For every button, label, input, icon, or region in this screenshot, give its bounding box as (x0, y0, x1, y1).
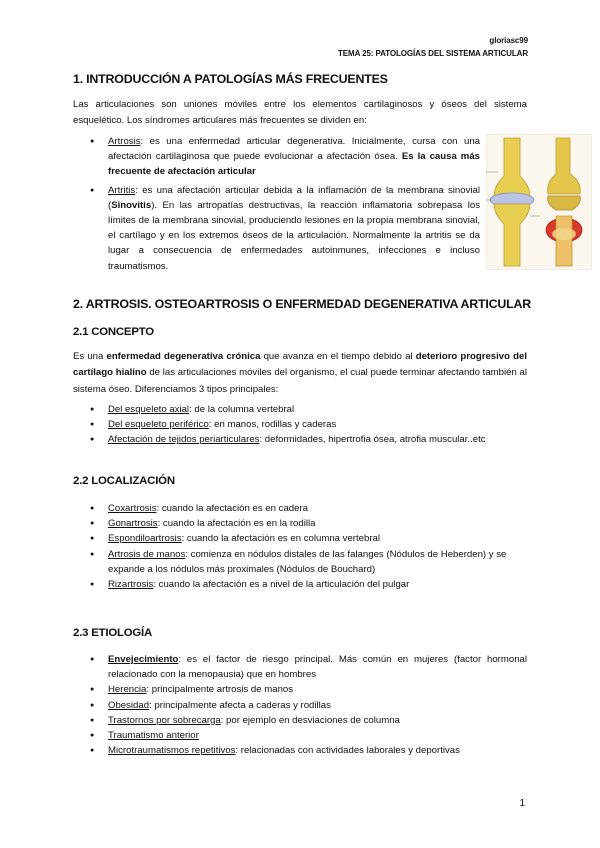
joint-illustration-icon (486, 134, 592, 270)
list-item: ● Afectación de tejidos periarticulares: deformidades, hipertrofia ósea, atrofia muscular..etc (90, 432, 530, 447)
list-item: ● Traumatismo anterior (90, 728, 527, 743)
list-item: ● Envejecimiento: es el factor de riesgo principal. Más común en mujeres (factor hormonal relacionado con la menopausia) que en hombres (90, 652, 527, 682)
sinovitis-highlight: Sinovitis (111, 199, 152, 211)
localizacion-list (90, 501, 530, 592)
list-item: ● Artrosis de manos: comienza en nódulos distales de las falanges (Nódulos de Heberden) y se expande a los nódulos más proximales (Nódulos de Bouchard) (90, 547, 530, 577)
section2-title: 2. ARTROSIS. OSTEOARTROSIS O ENFERMEDAD DEGENERATIVA ARTICULAR (73, 297, 532, 311)
list-item: ● Gonartrosis: cuando la afectación es en la rodilla (90, 516, 530, 531)
concepto-types-list (90, 402, 530, 448)
list-item-artritis: ● Artritis: es una afectación articular debida a la inflamación de la membrana sinovial (Sinovitis). En las artropatías destructivas, la reacción inflamatoria sobrepasa los límites de la membrana sinovial, produciendo lesiones en la propia membrana sinovial, el cartílago y en los extremos óseos de la articulación. Normalmente la artritis se da lugar a consecuencia de enfermedades autoinmunes, infecciones e incluso traumatismos. (90, 183, 480, 274)
term-artrosis: Artrosis (108, 136, 141, 147)
etiologia-list (90, 652, 527, 758)
list-item: ● Herencia: principalmente artrosis de manos (90, 682, 527, 697)
list-item: ● Coxartrosis: cuando la afectación es en cadera (90, 501, 530, 516)
etiologia-title: 2.3 ETIOLOGÍA (73, 627, 153, 639)
list-item: ● Rizartrosis: cuando la afectación es a nivel de la articulación del pulgar (90, 577, 530, 592)
list-item: ● Microtraumatismos repetitivos: relacionadas con actividades laborales y deportivas (90, 743, 527, 758)
list-item: ● Obesidad: principalmente afecta a caderas y rodillas (90, 698, 527, 713)
header-topic: TEMA 25: PATOLOGÍAS DEL SISTEMA ARTICULAR (338, 49, 528, 58)
concepto-title: 2.1 CONCEPTO (73, 326, 154, 338)
term-artritis: Artritis (108, 184, 136, 196)
page-number: 1 (519, 798, 525, 809)
section1-intro: Las articulaciones son uniones móviles entre los elementos cartilaginosos y óseos del sistema esquelético. Los síndromes articulares más frecuentes se dividen en: (73, 99, 527, 127)
localizacion-title: 2.2 LOCALIZACIÓN (73, 475, 175, 487)
list-item: ● Del esqueleto periférico: en manos, rodillas y caderas (90, 417, 530, 432)
header-author: gloriasc99 (489, 36, 528, 45)
list-item-artrosis: ● Artrosis: es una enfermedad articular degenerativa. Inicialmente, cursa con una afectación cartilaginosa que puede evolucionar a afectación ósea. Es la causa más frecuente de afectación articular (90, 134, 480, 180)
list-item: ● Del esqueleto axial: de la columna vertebral (90, 402, 530, 417)
concepto-paragraph: Es una enfermedad degenerativa crónica que avanza en el tiempo debido al deterioro progresivo del cartílago hialino de las articulaciones móviles del organismo, el cual puede terminar afectando también al sistema óseo. Diferenciamos 3 tipos principales: (73, 351, 527, 395)
joint-syndromes-list (90, 134, 480, 274)
list-item: ● Trastornos por sobrecarga: por ejemplo en desviaciones de columna (90, 713, 527, 728)
section1-title: 1. INTRODUCCIÓN A PATOLOGÍAS MÁS FRECUENTES (73, 72, 388, 86)
list-item: ● Espondiloartrosis: cuando la afectación es en columna vertebral (90, 531, 530, 546)
artrosis-highlight: Es la causa más frecuente de afectación articular (108, 151, 480, 178)
